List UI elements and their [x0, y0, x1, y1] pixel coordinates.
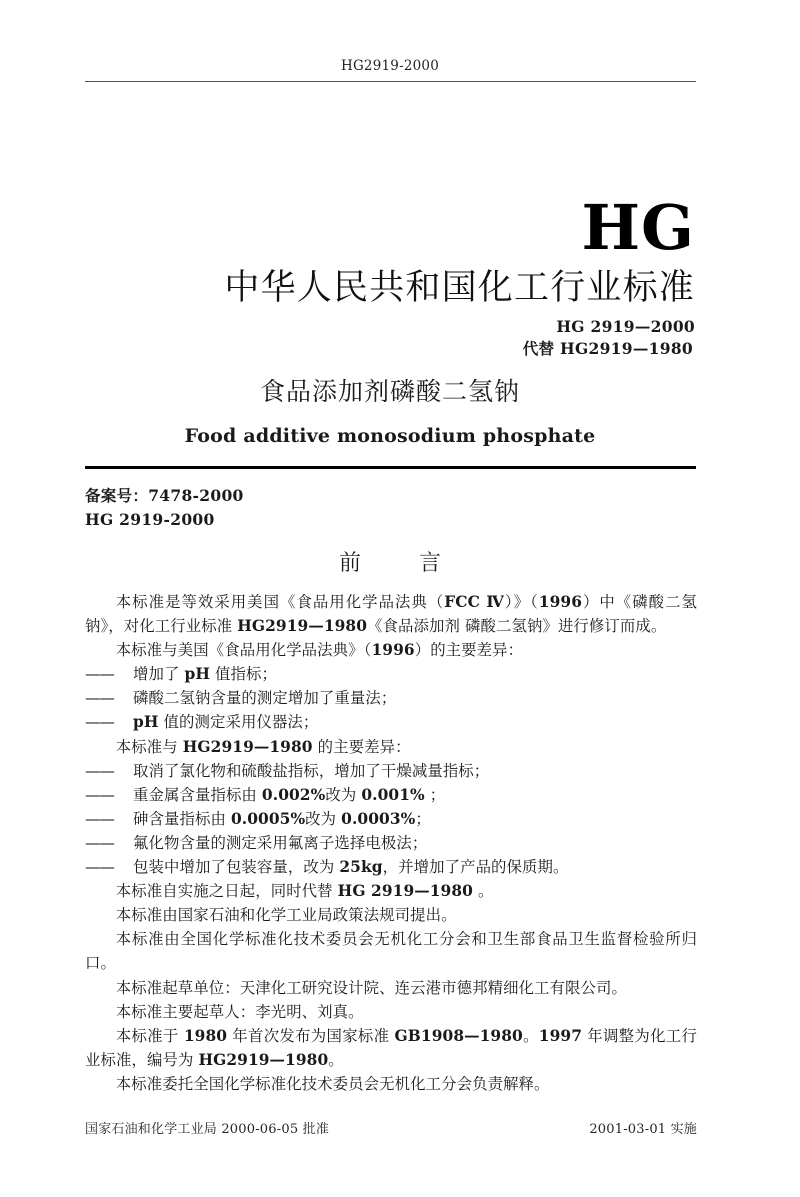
list-item: [85, 686, 697, 710]
list-item-label: 增加了 pH 值指标；: [133, 665, 277, 684]
subject-title-en: Food additive monosodium phosphate: [184, 425, 596, 447]
list-item-label: 氟化物含量的测定采用氟离子选择电极法；: [133, 833, 428, 852]
list-item: [85, 783, 697, 807]
title-divider-rule: [85, 466, 696, 469]
list-item-label: 砷含量指标由 0.0005%改为 0.0003%；: [133, 809, 431, 828]
paragraph: 本标准主要起草人：李光明、刘真。: [115, 1002, 364, 1021]
paragraph: 本标准自实施之日起，同时代替 HG 2919—1980 。: [115, 882, 494, 901]
approval-text: 国家石油和化学工业局 2000-06-05 批准: [85, 1122, 330, 1137]
paragraph: 本标准由全国化学标准化技术委员会无机化工分会和卫生部食品卫生监督检验所归口。: [85, 930, 697, 973]
foreword-heading: 前 言: [338, 551, 459, 576]
foreword-body: [85, 590, 697, 1096]
paragraph: 本标准委托全国化学标准化技术委员会无机化工分会负责解释。: [115, 1074, 550, 1093]
paragraph: 本标准于 1980 年首次发布为国家标准 GB1908—1980。1997 年调整为化工行业标准，编号为 HG2919—1980。: [85, 1026, 697, 1069]
list-item: [85, 807, 697, 831]
em-dash-bullet: ——: [85, 858, 114, 877]
list-item-label: pH 值的测定采用仪器法；: [133, 713, 319, 732]
em-dash-bullet: ——: [85, 809, 114, 828]
list-item: [85, 855, 697, 879]
filing-number: 备案号：7478-2000: [85, 486, 244, 505]
list-item: [85, 831, 697, 855]
masthead: [85, 191, 695, 360]
standard-code: HG 2919-2000: [85, 510, 215, 529]
em-dash-bullet: ——: [85, 713, 114, 732]
running-header: HG2919-2000: [340, 58, 440, 74]
subject-title-cn: 食品添加剂磷酸二氢钠: [259, 377, 520, 406]
list-item: [85, 759, 697, 783]
em-dash-bullet: ——: [85, 689, 114, 708]
list-item-label: 取消了氯化物和硫酸盐指标，增加了干燥减量指标；: [133, 761, 490, 780]
header-divider-rule: [85, 81, 696, 82]
list-item: [85, 710, 697, 734]
page-title: 中华人民共和国化工行业标准: [224, 268, 695, 308]
em-dash-bullet: ——: [85, 833, 114, 852]
list-item-label: 磷酸二氢钠含量的测定增加了重量法；: [133, 689, 397, 708]
list-item-label: 包装中增加了包装容量，改为 25kg，并增加了产品的保质期。: [133, 858, 569, 877]
implementation-date: 2001-03-01 实施: [589, 1122, 697, 1137]
paragraph: 本标准起草单位：天津化工研究设计院、连云港市德邦精细化工有限公司。: [115, 978, 627, 997]
standard-replaces: 代替 HG2919—1980: [522, 339, 693, 358]
page-footer: [85, 1118, 697, 1137]
standard-number: HG 2919—2000: [556, 317, 695, 336]
list-item: [85, 662, 697, 686]
paragraph: 本标准与 HG2919—1980 的主要差异：: [115, 737, 411, 756]
hg-logo: HG: [581, 191, 695, 264]
paragraph: 本标准与美国《食品用化学品法典》（1996）的主要差异：: [115, 641, 524, 660]
list-item-label: 重金属含量指标由 0.002%改为 0.001% ；: [133, 785, 446, 804]
paragraph: 本标准是等效采用美国《食品用化学品法典（FCC Ⅳ）》（1996）中《磷酸二氢钠》，对化工行业标准 HG2919—1980《食品添加剂 磷酸二氢钠》进行修订而成。: [85, 593, 697, 636]
em-dash-bullet: ——: [85, 785, 114, 804]
standard-number-block: [85, 316, 695, 360]
em-dash-bullet: ——: [85, 761, 114, 780]
record-block: [85, 484, 244, 532]
em-dash-bullet: ——: [85, 665, 114, 684]
paragraph: 本标准由国家石油和化学工业局政策法规司提出。: [115, 906, 457, 925]
